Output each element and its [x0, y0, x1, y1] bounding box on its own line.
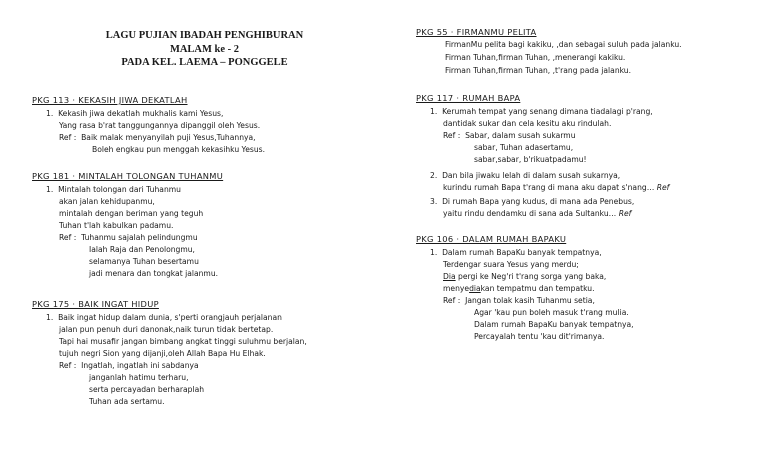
title-line-3: PADA KEL. LAEMA – PONGGELE [121, 57, 288, 68]
lyric-line: Firman Tuhan,firman Tuhan, ,menerangi kakiku. [445, 53, 626, 62]
refrain-line: janganlah hatimu terharu, [89, 373, 189, 382]
refrain-line: Ref : Ingatlah, ingatlah ini sabdanya [59, 361, 199, 370]
lyric-line: 1. Dalam rumah BapaKu banyak tempatnya, [430, 248, 602, 257]
title-line-1: LAGU PUJIAN IBADAH PENGHIBURAN [105, 30, 304, 41]
lyric-line [443, 183, 669, 193]
underlined-word: dia [469, 284, 481, 293]
document-title [32, 29, 377, 70]
lyric-text: menye [443, 284, 470, 293]
lyric-line: dantidak sukar dan cela kesitu aku rindulah. [443, 119, 612, 128]
lyric-line: 1. Mintalah tolongan dari Tuhanmu [46, 185, 181, 194]
ref-marker: Ref [618, 209, 632, 218]
refrain-line: Tuhan ada sertamu. [89, 397, 165, 406]
title-line-2: MALAM ke - 2 [169, 43, 240, 55]
lyric-line [443, 272, 606, 282]
refrain-line: Ref : Jangan tolak kasih Tuhanmu setia, [443, 296, 595, 305]
lyric-line: Tapi hai musafir jangan bimbang angkat tinggi suluhmu berjalan, [59, 337, 307, 346]
song-header: PKG 175 · BAIK INGAT HIDUP [32, 299, 159, 309]
lyric-line: mintalah dengan beriman yang teguh [59, 209, 204, 218]
lyric-line: 1. Kekasih jiwa dekatlah mukhalis kami Yesus, [46, 109, 224, 118]
song-header: PKG 113 · KEKASIH JIWA DEKATLAH [32, 95, 188, 105]
refrain-line: serta percayadan berharaplah [89, 385, 205, 394]
lyric-text: kan tempatmu dan tempatku. [480, 284, 595, 293]
lyric-line: Tuhan t'lah kabulkan padamu. [59, 221, 174, 230]
lyric-text: kurindu rumah Bapa t'rang di mana aku dapat s'nang… [443, 183, 655, 192]
song-header: PKG 181 · MINTALAH TOLONGAN TUHANMU [32, 171, 224, 181]
underlined-word: Dia [443, 272, 456, 281]
lyric-line: Firman Tuhan,firman Tuhan, ,t'rang pada jalanku. [445, 66, 632, 75]
refrain-line: Ialah Raja dan Penolongmu, [89, 245, 195, 254]
refrain-line: Agar 'kau pun boleh masuk t'rang mulia. [474, 308, 629, 317]
lyric-line: akan jalan kehidupanmu, [59, 197, 155, 206]
ref-marker: Ref [656, 183, 670, 192]
lyric-line: 2. Dan bila jiwaku lelah di dalam susah sukarnya, [430, 171, 621, 180]
refrain-line: sabar, Tuhan adasertamu, [474, 143, 574, 152]
refrain-line: Ref : Sabar, dalam susah sukarmu [443, 131, 576, 140]
refrain-line: Ref : Tuhanmu sajalah pelindungmu [59, 233, 198, 242]
lyric-line: jalan pun penuh duri danonak,naik turun tidak bertetap. [59, 325, 274, 334]
refrain-line: Percayalah tentu 'kau dit'rimanya. [474, 332, 605, 341]
lyric-line: FirmanMu pelita bagi kakiku, ,dan sebagai suluh pada jalanku. [445, 40, 682, 49]
lyric-line [443, 284, 595, 294]
lyric-line: Terdengar suara Yesus yang merdu; [443, 260, 579, 269]
refrain-line: selamanya Tuhan besertamu [89, 257, 199, 266]
lyric-line: 1. Kerumah tempat yang senang dimana tiadalagi p'rang, [430, 107, 653, 116]
refrain-line: Boleh engkau pun menggah kekasihku Yesus. [92, 145, 266, 154]
refrain-line: jadi menara dan tongkat jalanmu. [89, 269, 219, 278]
song-header: PKG 55 · FIRMANMU PELITA [416, 27, 537, 37]
lyric-line: 3. Di rumah Bapa yang kudus, di mana ada Penebus, [430, 197, 635, 206]
refrain-line: Dalam rumah BapaKu banyak tempatnya, [474, 320, 634, 329]
lyric-line: 1. Baik ingat hidup dalam dunia, s'perti orangjauh perjalanan [46, 313, 282, 322]
lyric-text: pergi ke Neg'ri t'rang sorga yang baka, [455, 272, 607, 281]
song-header: PKG 106 · DALAM RUMAH BAPAKU [416, 234, 567, 244]
lyric-line: Yang rasa b'rat tanggungannya dipanggil oleh Yesus. [59, 121, 261, 130]
song-header: PKG 117 · RUMAH BAPA [416, 93, 521, 103]
refrain-line: Ref : Baik malak menyanyilah puji Yesus,Tuhannya, [59, 133, 256, 142]
refrain-line: sabar,sabar, b'rikuatpadamu! [474, 155, 587, 164]
lyric-text: yaitu rindu dendamku di sana ada Sultanku… [443, 209, 617, 218]
lyric-line: tujuh negri Sion yang dijanji,oleh Allah Bapa Hu Elhak. [59, 349, 266, 358]
lyric-line [443, 209, 631, 219]
